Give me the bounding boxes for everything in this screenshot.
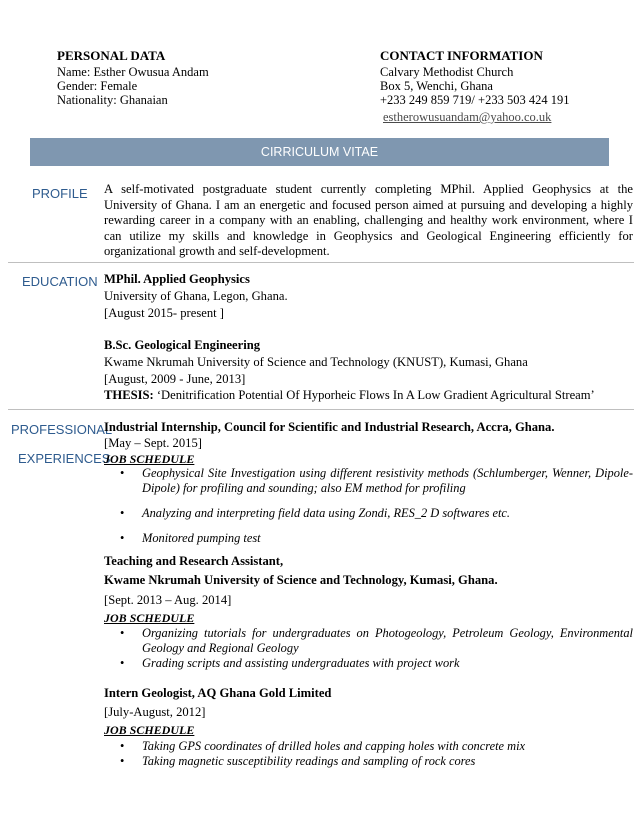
job2-title: Teaching and Research Assistant, xyxy=(104,554,284,568)
contact-phones: +233 249 859 719/ +233 503 424 191 xyxy=(380,93,570,107)
personal-gender: Gender: Female xyxy=(57,79,138,93)
mphil-dates: [August 2015- present ] xyxy=(104,306,224,320)
list-item: • Organizing tutorials for undergraduates on Photogeology, Petroleum Geology, Environmental Geology and Regional Geology xyxy=(120,626,633,655)
job3-duties-list xyxy=(104,739,633,769)
bsc-thesis xyxy=(104,388,595,403)
list-item: • Analyzing and interpreting field data using Zondi, RES_2 D softwares etc. xyxy=(120,506,511,520)
job2-org: Kwame Nkrumah University of Science and Technology, Kumasi, Ghana. xyxy=(104,573,498,587)
job2-dates: [Sept. 2013 – Aug. 2014] xyxy=(104,593,232,607)
contact-address-line1: Calvary Methodist Church xyxy=(380,65,514,79)
job2-schedule-heading: JOB SCHEDULE xyxy=(104,611,195,625)
job1-title: Industrial Internship, Council for Scientific and Industrial Research, Accra, Ghana. xyxy=(104,420,555,434)
personal-data-title: PERSONAL DATA xyxy=(57,48,166,63)
job1-schedule-heading: JOB SCHEDULE xyxy=(104,452,195,466)
contact-address-line2: Box 5, Wenchi, Ghana xyxy=(380,79,493,93)
experience-section-label-line2: EXPERIENCES xyxy=(18,451,111,466)
profile-text: A self-motivated postgraduate student currently completing MPhil. Applied Geophysics at the University of Ghana. I am an energetic and focused person aimed at pursuing and developing a highly rewarding career in a company with an enabling, challenging and healthy work environment, where I can utilize my skills and knowledge in Geophysics and Geological Engineering efficiently for organizational growth and self-development. xyxy=(104,182,633,258)
job1-dates: [May – Sept. 2015] xyxy=(104,436,202,450)
list-item: • Grading scripts and assisting undergraduates with project work xyxy=(120,656,460,670)
section-divider xyxy=(8,409,634,410)
job2-duties-list xyxy=(104,626,633,671)
cv-title-banner: CIRRICULUM VITAE xyxy=(30,138,609,166)
job3-dates: [July-August, 2012] xyxy=(104,705,206,719)
bsc-dates: [August, 2009 - June, 2013] xyxy=(104,372,246,386)
mphil-school: University of Ghana, Legon, Ghana. xyxy=(104,289,288,303)
job3-title: Intern Geologist, AQ Ghana Gold Limited xyxy=(104,686,332,700)
section-divider xyxy=(8,262,634,263)
job1-duties-list xyxy=(104,466,633,546)
list-item: • Taking GPS coordinates of drilled holes and capping holes with concrete mix xyxy=(120,739,526,753)
mphil-degree: MPhil. Applied Geophysics xyxy=(104,272,250,286)
personal-name: Name: Esther Owusua Andam xyxy=(57,65,209,79)
list-item: • Taking magnetic susceptibility readings and sampling of rock cores xyxy=(120,754,476,768)
list-item: • Geophysical Site Investigation using different resistivity methods (Schlumberger, Wenner, Dipole-Dipole) for profiling and sounding; also EM method for profiling xyxy=(120,466,633,495)
bsc-school: Kwame Nkrumah University of Science and Technology (KNUST), Kumasi, Ghana xyxy=(104,355,528,369)
personal-nationality: Nationality: Ghanaian xyxy=(57,93,168,107)
contact-info-title: CONTACT INFORMATION xyxy=(380,48,543,63)
job3-schedule-heading: JOB SCHEDULE xyxy=(104,723,195,737)
profile-section-label: PROFILE xyxy=(32,186,88,201)
education-section-label: EDUCATION xyxy=(22,274,98,289)
thesis-title: ‘Denitrification Potential Of Hyporheic Flows In A Low Gradient Agricultural Stream’ xyxy=(153,388,595,402)
contact-email-link[interactable]: estherowusuandam@yahoo.co.uk xyxy=(383,110,552,124)
thesis-label: THESIS: xyxy=(104,388,154,402)
list-item: • Monitored pumping test xyxy=(120,531,261,545)
bsc-degree: B.Sc. Geological Engineering xyxy=(104,338,261,352)
experience-section-label-line1: PROFESSIONAL xyxy=(11,422,113,437)
